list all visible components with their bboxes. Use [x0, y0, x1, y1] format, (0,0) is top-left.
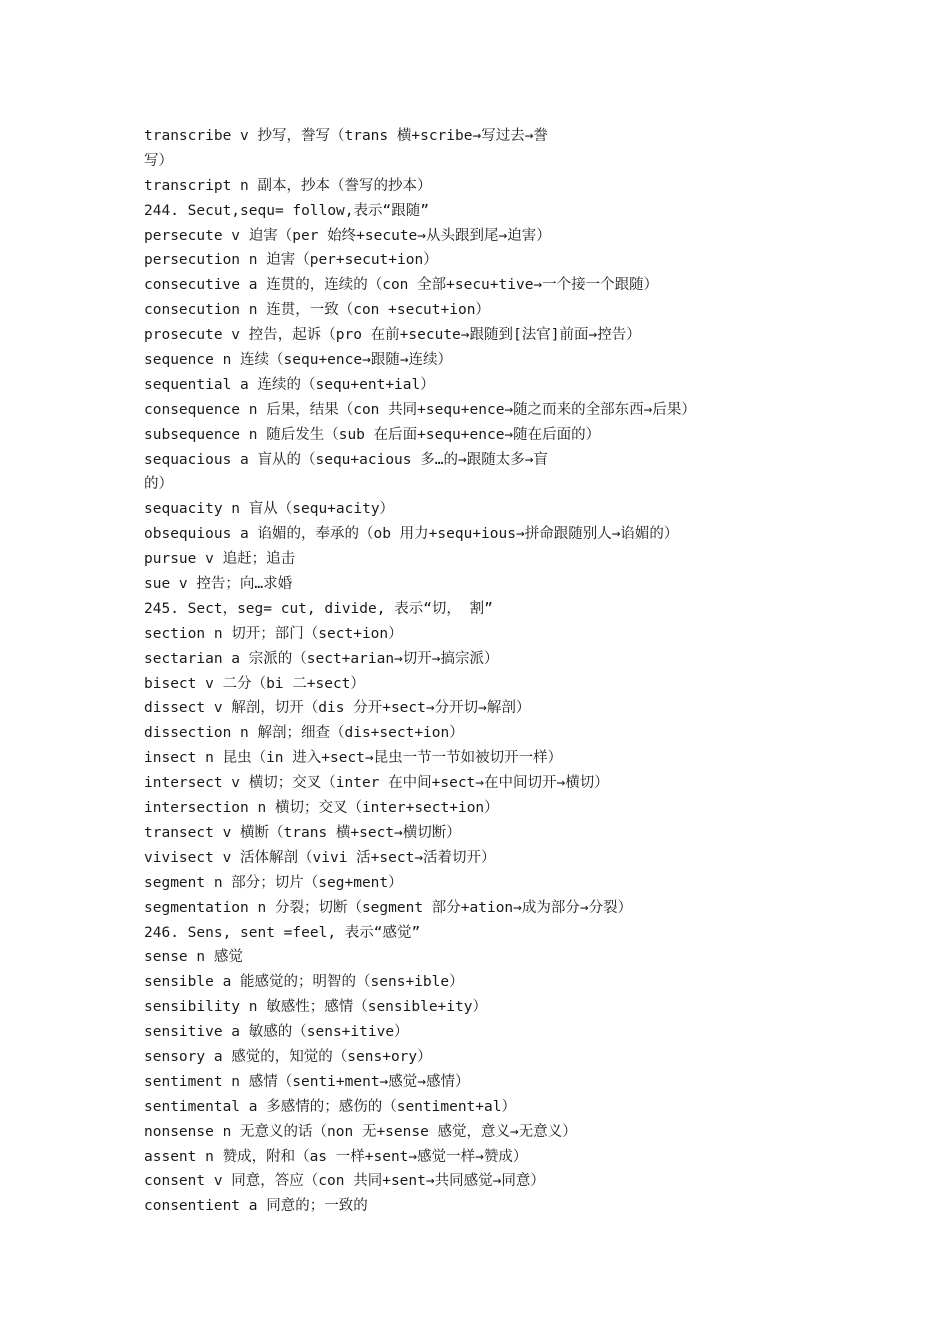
text-line: intersect v 横切；交叉（inter 在中间+sect→在中间切开→横切） — [144, 775, 609, 792]
text-line: consent v 同意，答应（con 共同+sent→共同感觉→同意） — [144, 1173, 545, 1190]
text-line: 244. Secut,sequ= follow,表示“跟随” — [144, 202, 429, 219]
text-line: consecution n 连贯，一致（con +secut+ion） — [144, 302, 490, 319]
text-line: sequence n 连续（sequ+ence→跟随→连续） — [144, 352, 453, 369]
text-line: prosecute v 控告，起诉（pro 在前+secute→跟随到[法官]前面→控告） — [144, 327, 641, 344]
text-line: 的） — [144, 476, 173, 493]
text-line: sequacity n 盲从（sequ+acity） — [144, 501, 395, 518]
text-line: transect v 横断（trans 横+sect→横切断） — [144, 824, 461, 841]
text-line: subsequence n 随后发生（sub 在后面+sequ+ence→随在后面的） — [144, 426, 601, 443]
text-line: sentimental a 多感情的；感伤的（sentiment+al） — [144, 1098, 516, 1115]
text-line: transcribe v 抄写，誊写（trans 横+scribe→写过去→誊 — [144, 128, 548, 144]
text-line: sensible a 能感觉的；明智的（sens+ible） — [144, 974, 464, 991]
text-line: dissect v 解剖，切开（dis 分开+sect→分开切→解剖） — [144, 700, 531, 717]
text-line: sensibility n 敏感性；感情（sensible+ity） — [144, 999, 487, 1016]
text-line: bisect v 二分（bi 二+sect） — [144, 675, 365, 692]
text-line: pursue v 追赶；追击 — [144, 551, 296, 568]
text-line: sensory a 感觉的，知觉的（sens+ory） — [144, 1048, 432, 1065]
text-line: consentient a 同意的；一致的 — [144, 1198, 368, 1215]
text-line: sue v 控告；向…求婚 — [144, 576, 293, 593]
text-line: consequence n 后果，结果（con 共同+sequ+ence→随之而来的全部东西→后果） — [144, 401, 696, 418]
text-line: persecution n 迫害（per+secut+ion） — [144, 252, 438, 269]
text-line: sequential a 连续的（sequ+ent+ial） — [144, 376, 435, 393]
text-line: consecutive a 连贯的，连续的（con 全部+secu+tive→一个接一个跟随） — [144, 277, 659, 294]
text-line: assent n 赞成，附和（as 一样+sent→感觉一样→赞成） — [144, 1148, 528, 1165]
text-line: sentiment n 感情（senti+ment→感觉→感情） — [144, 1073, 470, 1090]
text-line: sequacious a 盲从的（sequ+acious 多…的→跟随太多→盲 — [144, 451, 548, 468]
text-line: transcript n 副本，抄本（誊写的抄本） — [144, 177, 432, 194]
text-line: section n 切开；部门（sect+ion） — [144, 625, 403, 642]
text-line: 写） — [144, 152, 173, 169]
vocabulary-text — [144, 124, 784, 1219]
text-line: vivisect v 活体解剖（vivi 活+sect→活着切开） — [144, 849, 496, 866]
text-line: nonsense n 无意义的话（non 无+sense 感觉，意义→无意义） — [144, 1123, 577, 1140]
text-line: 245. Sect，seg= cut, divide, 表示“切， 割” — [144, 600, 493, 617]
text-line: segmentation n 分裂；切断（segment 部分+ation→成为部分→分裂） — [144, 899, 633, 916]
text-line: sense n 感觉 — [144, 949, 243, 966]
text-line: segment n 部分；切片（seg+ment） — [144, 874, 403, 891]
text-line: sectarian a 宗派的（sect+arian→切开→搞宗派） — [144, 650, 499, 667]
text-line: obsequious a 谄媚的，奉承的（ob 用力+sequ+ious→拼命跟随别人→谄媚的） — [144, 526, 679, 543]
text-line: intersection n 横切；交叉（inter+sect+ion） — [144, 800, 499, 817]
text-line: insect n 昆虫（in 进入+sect→昆虫一节一节如被切开一样） — [144, 750, 563, 767]
text-line: persecute v 迫害（per 始终+secute→从头跟到尾→迫害） — [144, 227, 551, 244]
text-line: sensitive a 敏感的（sens+itive） — [144, 1024, 409, 1041]
text-line: 246. Sens, sent =feel, 表示“感觉” — [144, 924, 421, 941]
text-line: dissection n 解剖；细查（dis+sect+ion） — [144, 725, 464, 742]
